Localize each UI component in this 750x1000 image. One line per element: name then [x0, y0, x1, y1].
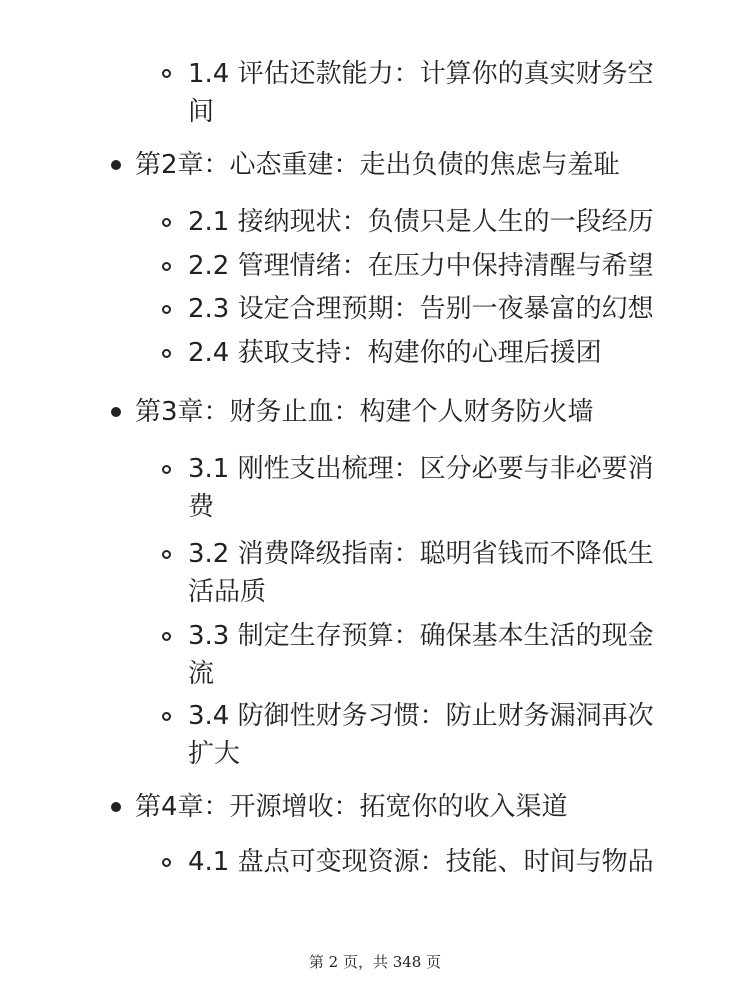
disc-bullet-icon	[111, 160, 121, 170]
outline-subitem: 3.2 消费降级指南：聪明省钱而不降低生活品质	[188, 539, 654, 607]
circle-bullet-icon	[162, 262, 171, 271]
outline-subitem: 2.3 设定合理预期：告别一夜暴富的幻想	[188, 294, 654, 324]
outline-subitem: 2.4 获取支持：构建你的心理后援团	[188, 338, 602, 368]
circle-bullet-icon	[162, 550, 171, 559]
outline-subitem: 2.2 管理情绪：在压力中保持清醒与希望	[188, 251, 654, 281]
outline-chapter: 第3章：财务止血：构建个人财务防火墙	[135, 397, 594, 427]
circle-bullet-icon	[162, 632, 171, 641]
outline-subitem: 3.1 刚性支出梳理：区分必要与非必要消费	[188, 454, 654, 522]
disc-bullet-icon	[111, 407, 121, 417]
outline-chapter: 第4章：开源增收：拓宽你的收入渠道	[135, 792, 568, 822]
outline-subitem: 1.4 评估还款能力：计算你的真实财务空间	[188, 59, 654, 127]
outline-subitem: 2.1 接纳现状：负债只是人生的一段经历	[188, 207, 654, 237]
circle-bullet-icon	[162, 218, 171, 227]
outline-subitem: 3.3 制定生存预算：确保基本生活的现金流	[188, 621, 654, 689]
circle-bullet-icon	[162, 69, 171, 78]
circle-bullet-icon	[162, 712, 171, 721]
outline-subitem: 3.4 防御性财务习惯：防止财务漏洞再次扩大	[188, 701, 654, 769]
outline-subitem: 4.1 盘点可变现资源：技能、时间与物品	[188, 847, 654, 877]
outline-chapter: 第2章：心态重建：走出负债的焦虑与羞耻	[135, 150, 620, 180]
circle-bullet-icon	[162, 305, 171, 314]
circle-bullet-icon	[162, 858, 171, 867]
page-number-footer: 第 2 页，共 348 页	[308, 953, 442, 971]
circle-bullet-icon	[162, 349, 171, 358]
disc-bullet-icon	[111, 802, 121, 812]
circle-bullet-icon	[162, 465, 171, 474]
